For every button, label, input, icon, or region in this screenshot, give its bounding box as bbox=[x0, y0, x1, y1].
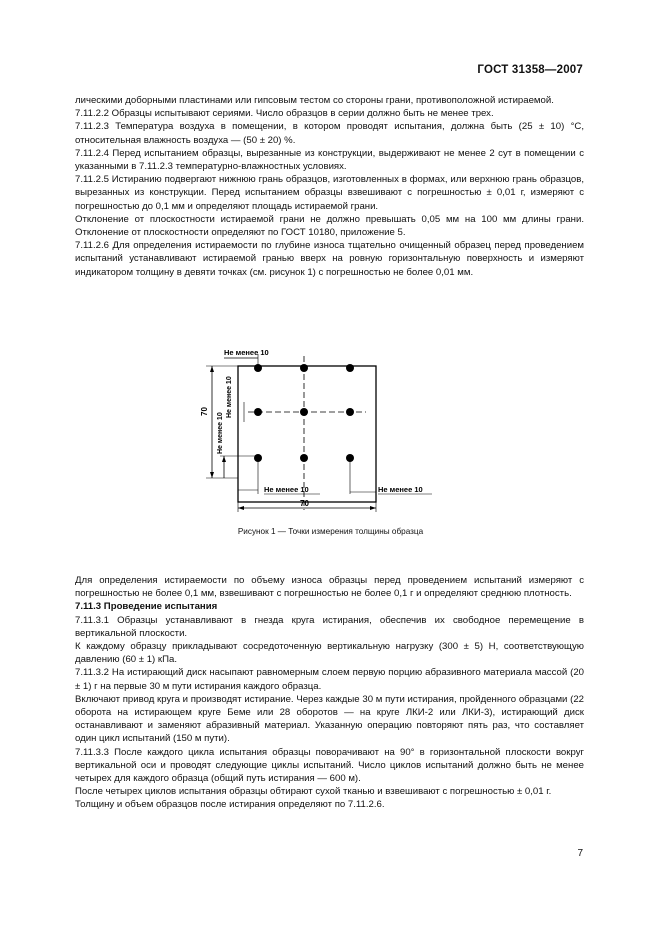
paragraph-drive: Включают привод круга и производят истирание. Через каждые 30 м пути истирания, пройденного образцами (22 оборота на истирающем круге Беме или 28 оборотов — на круге ЛКИ-2 или ЛКИ-3), истирающий диск останавливают и заменяют абразивный материал. Указанную операцию повторяют пять раз, что составляет один цикл испытаний (150 м пути). bbox=[75, 693, 584, 745]
paragraph-flatness: Отклонение от плоскостности истираемой грани не должно превышать 0,05 мм на 100 мм длины грани. Отклонение от плоскостности определяют по ГОСТ 10180, приложение 5. bbox=[75, 213, 584, 239]
figure-caption: Рисунок 1 — Точки измерения толщины образца bbox=[237, 527, 424, 536]
paragraph-7-11-2-5: 7.11.2.5 Истиранию подвергают нижнюю грань образцов, изготовленных в формах, или верхнюю грань образцов, вырезанных из конструкции. Перед испытанием образцы взвешивают с погрешностью ± 0,01 г, измеряют с погрешностью до 0,1 мм и определяют площадь истираемой грани. bbox=[75, 174, 584, 212]
label-bottom-inner: Не менее 10 bbox=[264, 485, 309, 494]
paragraph-thickness: Толщину и объем образцов после истирания определяют по 7.11.2.6. bbox=[75, 799, 385, 811]
figure-1-diagram bbox=[180, 342, 480, 518]
section-title: 7.11.3 Проведение испытания bbox=[75, 601, 218, 613]
point-b2 bbox=[300, 408, 308, 416]
text-block-2 bbox=[75, 574, 584, 812]
paragraph-7-11-3-2: 7.11.3.2 На истирающий диск насыпают равномерным слоем первую порцию абразивного материала массой (20 ± 1) г на первые 30 м пути истирания каждого образца. bbox=[75, 667, 584, 692]
label-top: Не менее 10 bbox=[224, 348, 269, 357]
page-number: 7 bbox=[577, 848, 583, 859]
paragraph-7-11-3-3: 7.11.3.3 После каждого цикла испытания образцы поворачивают на 90° в горизонтальной плоскости вокруг вертикальной оси и проводят следующие циклы испытаний. Число циклов испытаний должно быть не менее четырех для каждого образца (общий путь истирания — 600 м). bbox=[75, 746, 584, 785]
point-b1 bbox=[254, 408, 262, 416]
paragraph-volume: Для определения истираемости по объему износа образцы перед проведением испытаний измеряют с погрешностью не более 0,1 мм, взвешивают с погрешностью не более 0,1 г и определяют среднюю плотность. bbox=[75, 575, 584, 600]
point-a1 bbox=[254, 364, 262, 372]
sample-square bbox=[238, 366, 376, 502]
point-c2 bbox=[300, 454, 308, 462]
paragraph-7-11-2-2: 7.11.2.2 Образцы испытывают сериями. Число образцов в серии должно быть не менее трех. bbox=[75, 108, 494, 120]
paragraph: лическими доборными пластинами или гипсовым тестом со стороны грани, противоположной истираемой. bbox=[75, 95, 554, 106]
paragraph-after-cycles: После четырех циклов испытания образцы обтирают сухой тканью и взвешивают с погрешностью ± 0,01 г. bbox=[75, 786, 552, 798]
point-b3 bbox=[346, 408, 354, 416]
label-left-70: 70 bbox=[200, 407, 209, 416]
point-a3 bbox=[346, 364, 354, 372]
point-a2 bbox=[300, 364, 308, 372]
document-standard-number: ГОСТ 31358—2007 bbox=[477, 64, 583, 76]
label-left-inner: Не менее 10 bbox=[217, 412, 224, 454]
text-block-1 bbox=[75, 94, 584, 279]
paragraph-7-11-2-3: 7.11.2.3 Температура воздуха в помещении, в котором проводят испытания, должна быть (25 ± 10) °С, относительная влажность воздуха — (50 ± 20) %. bbox=[75, 121, 584, 146]
label-bottom-right: Не менее 10 bbox=[378, 485, 423, 494]
paragraph-load: К каждому образцу прикладывают сосредоточенную вертикальную нагрузку (300 ± 5) Н, соответствующую давлению (60 ± 1) кПа. bbox=[75, 641, 584, 666]
paragraph-7-11-2-4: 7.11.2.4 Перед испытанием образцы, вырезанные из конструкции, выдерживают не менее 2 сут в помещении с указанными в 7.11.2.3 температурно-влажностных условиях. bbox=[75, 147, 584, 173]
label-mid-vertical: Не менее 10 bbox=[226, 376, 233, 418]
label-bottom-70: 70 bbox=[300, 499, 309, 508]
paragraph-7-11-2-6: 7.11.2.6 Для определения истираемости по глубине износа тщательно очищенный образец перед проведением испытаний устанавливают истираемой гранью вверх на ровную горизонтальную поверхность и измеряют индикатором толщину в девяти точках (см. рисунок 1) с погрешностью не более 0,01 мм. bbox=[75, 240, 584, 278]
paragraph-7-11-3-1: 7.11.3.1 Образцы устанавливают в гнезда круга истирания, обеспечив их свободное перемещение в вертикальной плоскости. bbox=[75, 614, 584, 639]
